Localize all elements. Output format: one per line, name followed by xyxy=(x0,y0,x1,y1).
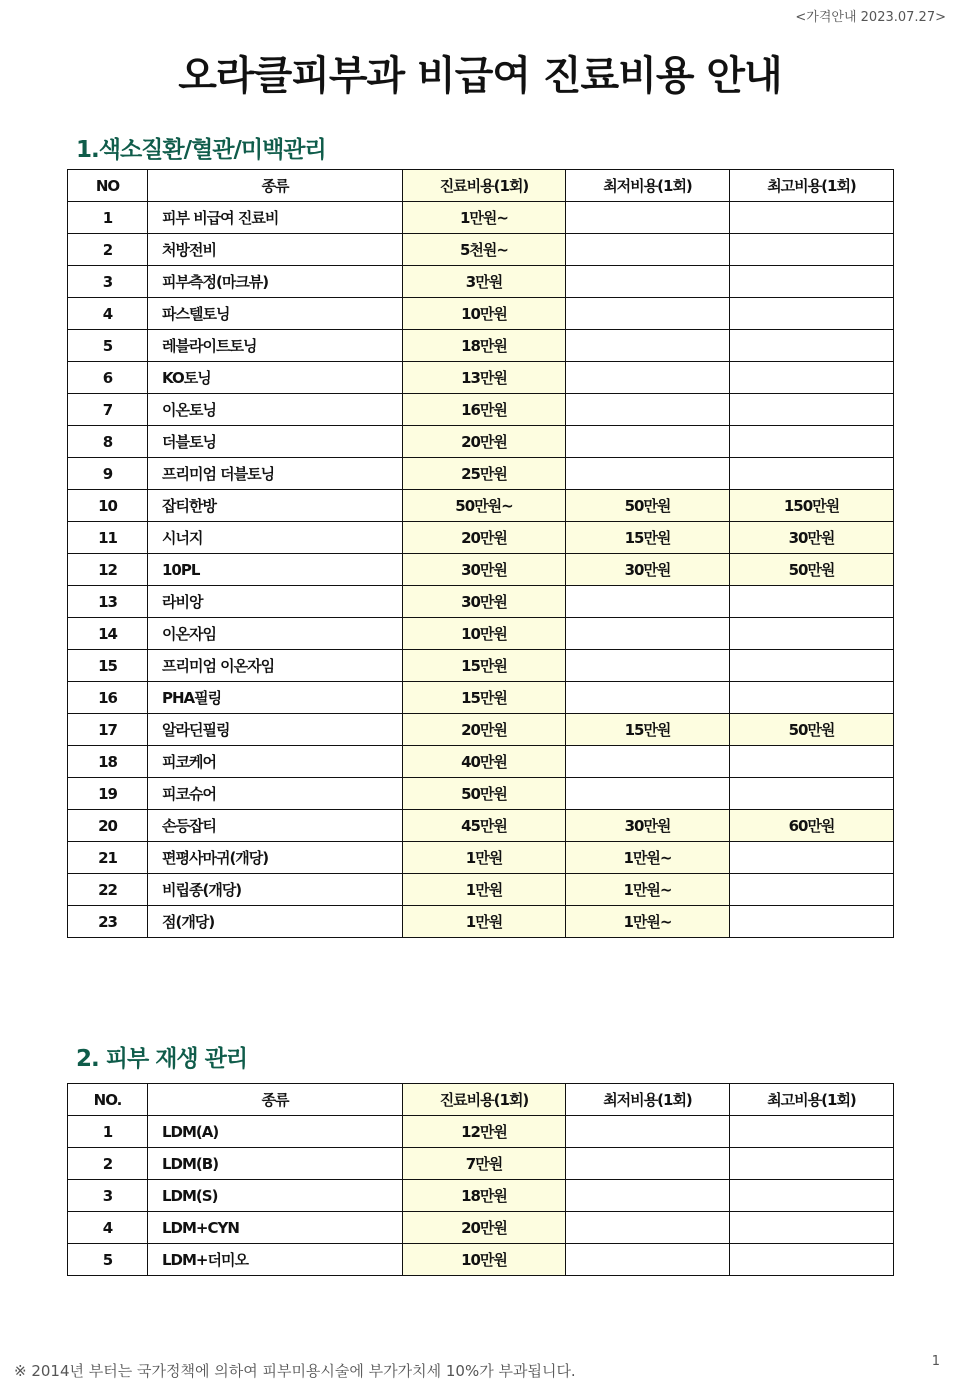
cell-fee: 40만원 xyxy=(403,746,566,778)
cell-fee: 3만원 xyxy=(403,266,566,298)
cell-type: 점(개당) xyxy=(148,906,403,938)
cell-min-fee xyxy=(566,746,730,778)
table-row xyxy=(68,906,894,938)
cell-min-fee: 1만원~ xyxy=(566,842,730,874)
cell-min-fee xyxy=(566,298,730,330)
header-no: NO xyxy=(68,170,148,202)
table-header xyxy=(68,170,894,202)
cell-no: 8 xyxy=(68,426,148,458)
header-max-fee: 최고비용(1회) xyxy=(730,170,894,202)
cell-no: 9 xyxy=(68,458,148,490)
cell-fee: 1만원 xyxy=(403,842,566,874)
table-row xyxy=(68,874,894,906)
cell-type: LDM+CYN xyxy=(148,1212,403,1244)
cell-max-fee xyxy=(730,586,894,618)
table-row xyxy=(68,490,894,522)
cell-fee: 25만원 xyxy=(403,458,566,490)
cell-max-fee xyxy=(730,778,894,810)
cell-fee: 7만원 xyxy=(403,1148,566,1180)
cell-max-fee xyxy=(730,362,894,394)
cell-type: LDM+더미오 xyxy=(148,1244,403,1276)
cell-no: 15 xyxy=(68,650,148,682)
cell-no: 19 xyxy=(68,778,148,810)
table-row xyxy=(68,202,894,234)
cell-type: 파스텔토닝 xyxy=(148,298,403,330)
cell-type: 프리미엄 더블토닝 xyxy=(148,458,403,490)
header-fee: 진료비용(1회) xyxy=(403,1084,566,1116)
cell-type: 처방전비 xyxy=(148,234,403,266)
cell-max-fee xyxy=(730,874,894,906)
page-number: 1 xyxy=(931,1354,940,1369)
cell-type: 이온자임 xyxy=(148,618,403,650)
cell-no: 3 xyxy=(68,1180,148,1212)
cell-min-fee xyxy=(566,650,730,682)
table-row xyxy=(68,426,894,458)
cell-min-fee xyxy=(566,778,730,810)
cell-no: 1 xyxy=(68,202,148,234)
cell-max-fee: 60만원 xyxy=(730,810,894,842)
cell-min-fee: 50만원 xyxy=(566,490,730,522)
page-title: 오라클피부과 비급여 진료비용 안내 xyxy=(178,53,782,99)
cell-min-fee xyxy=(566,202,730,234)
table-row xyxy=(68,458,894,490)
cell-max-fee xyxy=(730,234,894,266)
table-row xyxy=(68,266,894,298)
table-row xyxy=(68,1212,894,1244)
cell-fee: 13만원 xyxy=(403,362,566,394)
cell-no: 2 xyxy=(68,1148,148,1180)
header-type: 종류 xyxy=(148,1084,403,1116)
cell-type: 10PL xyxy=(148,554,403,586)
cell-min-fee xyxy=(566,682,730,714)
section-title-pigmentation: 1.색소질환/혈관/미백관리 xyxy=(76,137,326,163)
pigmentation-price-table xyxy=(67,169,894,938)
cell-no: 22 xyxy=(68,874,148,906)
cell-no: 23 xyxy=(68,906,148,938)
table-row xyxy=(68,842,894,874)
cell-max-fee xyxy=(730,1244,894,1276)
cell-max-fee: 50만원 xyxy=(730,554,894,586)
cell-min-fee xyxy=(566,426,730,458)
cell-fee: 15만원 xyxy=(403,682,566,714)
table-row xyxy=(68,330,894,362)
cell-no: 7 xyxy=(68,394,148,426)
table-row xyxy=(68,234,894,266)
cell-fee: 10만원 xyxy=(403,1244,566,1276)
cell-max-fee xyxy=(730,682,894,714)
cell-min-fee: 30만원 xyxy=(566,810,730,842)
cell-min-fee: 30만원 xyxy=(566,554,730,586)
cell-type: 알라딘필링 xyxy=(148,714,403,746)
table-row xyxy=(68,1116,894,1148)
table-row xyxy=(68,746,894,778)
cell-max-fee xyxy=(730,298,894,330)
cell-max-fee xyxy=(730,458,894,490)
cell-type: 피코케어 xyxy=(148,746,403,778)
cell-max-fee xyxy=(730,1116,894,1148)
cell-type: 프리미엄 이온자임 xyxy=(148,650,403,682)
table-row xyxy=(68,1244,894,1276)
cell-fee: 10만원 xyxy=(403,618,566,650)
cell-no: 20 xyxy=(68,810,148,842)
cell-fee: 16만원 xyxy=(403,394,566,426)
cell-min-fee xyxy=(566,266,730,298)
cell-max-fee xyxy=(730,394,894,426)
header-min-fee: 최저비용(1회) xyxy=(566,170,730,202)
cell-fee: 20만원 xyxy=(403,522,566,554)
price-date-note: <가격안내 2023.07.27> xyxy=(795,10,946,25)
cell-min-fee: 1만원~ xyxy=(566,874,730,906)
table-row xyxy=(68,810,894,842)
cell-min-fee xyxy=(566,618,730,650)
cell-fee: 20만원 xyxy=(403,714,566,746)
cell-fee: 20만원 xyxy=(403,426,566,458)
cell-min-fee: 15만원 xyxy=(566,522,730,554)
cell-max-fee: 150만원 xyxy=(730,490,894,522)
table-row xyxy=(68,522,894,554)
table-row xyxy=(68,1180,894,1212)
cell-no: 4 xyxy=(68,1212,148,1244)
cell-type: LDM(A) xyxy=(148,1116,403,1148)
cell-min-fee xyxy=(566,394,730,426)
cell-max-fee xyxy=(730,1148,894,1180)
cell-type: 편평사마귀(개당) xyxy=(148,842,403,874)
table-row xyxy=(68,714,894,746)
table-row xyxy=(68,682,894,714)
cell-type: KO토닝 xyxy=(148,362,403,394)
cell-type: 피부측정(마크뷰) xyxy=(148,266,403,298)
table-row xyxy=(68,778,894,810)
cell-fee: 30만원 xyxy=(403,586,566,618)
cell-max-fee xyxy=(730,618,894,650)
cell-no: 16 xyxy=(68,682,148,714)
cell-type: 손등잡티 xyxy=(148,810,403,842)
cell-max-fee xyxy=(730,1212,894,1244)
cell-min-fee xyxy=(566,330,730,362)
cell-type: 라비앙 xyxy=(148,586,403,618)
cell-min-fee xyxy=(566,458,730,490)
cell-fee: 15만원 xyxy=(403,650,566,682)
cell-type: 잡티한방 xyxy=(148,490,403,522)
cell-type: 시너지 xyxy=(148,522,403,554)
cell-no: 3 xyxy=(68,266,148,298)
cell-max-fee xyxy=(730,426,894,458)
cell-min-fee: 1만원~ xyxy=(566,906,730,938)
cell-type: 더블토닝 xyxy=(148,426,403,458)
cell-no: 4 xyxy=(68,298,148,330)
cell-max-fee xyxy=(730,906,894,938)
cell-fee: 45만원 xyxy=(403,810,566,842)
cell-fee: 1만원 xyxy=(403,906,566,938)
cell-min-fee: 15만원 xyxy=(566,714,730,746)
cell-fee: 1만원~ xyxy=(403,202,566,234)
cell-max-fee xyxy=(730,330,894,362)
cell-no: 2 xyxy=(68,234,148,266)
cell-max-fee xyxy=(730,202,894,234)
cell-fee: 18만원 xyxy=(403,330,566,362)
cell-no: 5 xyxy=(68,330,148,362)
cell-no: 17 xyxy=(68,714,148,746)
vat-footnote: ※ 2014년 부터는 국가정책에 의하여 피부미용시술에 부가가치세 10%가 부과됩니다. xyxy=(14,1362,576,1380)
cell-min-fee xyxy=(566,1212,730,1244)
cell-fee: 18만원 xyxy=(403,1180,566,1212)
cell-min-fee xyxy=(566,1148,730,1180)
table-row xyxy=(68,362,894,394)
cell-type: 피부 비급여 진료비 xyxy=(148,202,403,234)
cell-max-fee xyxy=(730,650,894,682)
header-no: NO. xyxy=(68,1084,148,1116)
cell-fee: 12만원 xyxy=(403,1116,566,1148)
header-type: 종류 xyxy=(148,170,403,202)
table-row xyxy=(68,394,894,426)
table-row xyxy=(68,650,894,682)
cell-type: 피코슈어 xyxy=(148,778,403,810)
cell-min-fee xyxy=(566,1180,730,1212)
cell-max-fee xyxy=(730,266,894,298)
cell-max-fee xyxy=(730,1180,894,1212)
cell-max-fee xyxy=(730,746,894,778)
cell-min-fee xyxy=(566,234,730,266)
cell-min-fee xyxy=(566,586,730,618)
skin-regeneration-price-table xyxy=(67,1083,894,1276)
cell-fee: 50만원~ xyxy=(403,490,566,522)
cell-type: LDM(B) xyxy=(148,1148,403,1180)
cell-type: PHA필링 xyxy=(148,682,403,714)
cell-min-fee xyxy=(566,362,730,394)
cell-fee: 5천원~ xyxy=(403,234,566,266)
cell-no: 21 xyxy=(68,842,148,874)
cell-type: 이온토닝 xyxy=(148,394,403,426)
cell-no: 14 xyxy=(68,618,148,650)
cell-type: LDM(S) xyxy=(148,1180,403,1212)
cell-no: 5 xyxy=(68,1244,148,1276)
cell-fee: 20만원 xyxy=(403,1212,566,1244)
cell-no: 10 xyxy=(68,490,148,522)
cell-fee: 50만원 xyxy=(403,778,566,810)
cell-fee: 1만원 xyxy=(403,874,566,906)
table-row xyxy=(68,586,894,618)
table-row xyxy=(68,618,894,650)
cell-max-fee xyxy=(730,842,894,874)
cell-min-fee xyxy=(566,1244,730,1276)
cell-min-fee xyxy=(566,1116,730,1148)
cell-no: 1 xyxy=(68,1116,148,1148)
cell-no: 18 xyxy=(68,746,148,778)
table-row xyxy=(68,1148,894,1180)
header-max-fee: 최고비용(1회) xyxy=(730,1084,894,1116)
cell-max-fee: 30만원 xyxy=(730,522,894,554)
table-row xyxy=(68,554,894,586)
cell-type: 비립종(개당) xyxy=(148,874,403,906)
table-row xyxy=(68,298,894,330)
section-title-skin-regeneration: 2. 피부 재생 관리 xyxy=(76,1046,248,1072)
header-fee: 진료비용(1회) xyxy=(403,170,566,202)
header-min-fee: 최저비용(1회) xyxy=(566,1084,730,1116)
cell-type: 레블라이트토닝 xyxy=(148,330,403,362)
cell-fee: 10만원 xyxy=(403,298,566,330)
cell-no: 13 xyxy=(68,586,148,618)
table-header xyxy=(68,1084,894,1116)
cell-max-fee: 50만원 xyxy=(730,714,894,746)
cell-no: 12 xyxy=(68,554,148,586)
cell-fee: 30만원 xyxy=(403,554,566,586)
cell-no: 11 xyxy=(68,522,148,554)
cell-no: 6 xyxy=(68,362,148,394)
